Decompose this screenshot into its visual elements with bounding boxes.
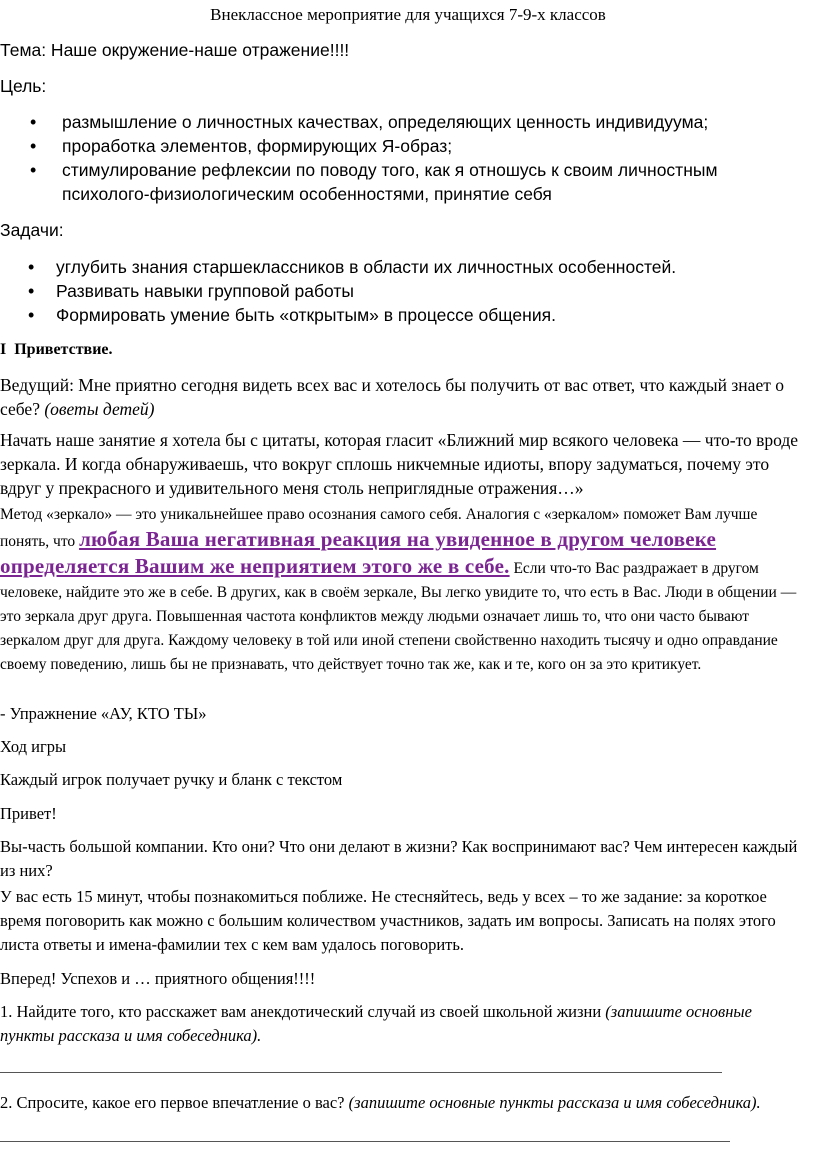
item1-note: (запишите основные пункты рассказа и имя собеседника). bbox=[0, 1002, 752, 1045]
item2-note: (запишите основные пункты рассказа и имя собеседника). bbox=[348, 1093, 761, 1112]
hello-line: Привет! bbox=[0, 804, 57, 823]
host-text: Ведущий: Мне приятно сегодня видеть всех вас и хотелось бы получить от вас ответ, что каждый знает о себе? bbox=[0, 375, 784, 419]
item1-text: 1. Найдите того, кто расскажет вам анекдотический случай из своей школьной жизни bbox=[0, 1002, 602, 1021]
tasks-list bbox=[0, 255, 790, 327]
forward-line: Вперед! Успехов и … приятного общения!!!! bbox=[0, 969, 316, 988]
mirror-highlight: любая Ваша негативная реакция на увиденное в другом человеке определяется Вашим же неприятием этого же в себе. bbox=[0, 527, 717, 578]
each-player: Каждый игрок получает ручку и бланк с текстом bbox=[0, 770, 343, 789]
goal-label: Цель: bbox=[0, 76, 47, 96]
item2-text: 2. Спросите, какое его первое впечатление о вас? bbox=[0, 1093, 345, 1112]
host-paragraph bbox=[0, 373, 800, 421]
minutes-paragraph: У вас есть 15 минут, чтобы познакомиться поближе. Не стесняйтесь, ведь у всех – то же задание: за короткое время поговорить как можно с большим количеством участников, задать им вопросы. Записать на полях этого листа ответы и имена-фамилии тех с кем вам удалось поговорить. bbox=[0, 887, 776, 954]
theme-line: Тема: Наше окружение-наше отражение!!!! bbox=[0, 40, 350, 60]
game-course: Ход игры bbox=[0, 737, 67, 756]
mirror-rest: Если что-то Вас раздражает в другом человеке, найдите это же в себе. В других, как в своём зеркале, Вы легко увидите то, что есть в Вас. Люди в общении — это зеркала друг друга. Повышенная частота конфликтов между людьми означает лишь то, что они часто бывают зеркалом друг для друга. Каждому человеку в той или иной степени свойственно находить тысячу и одно оправдание своему поведению, лишь бы не признавать, что действует точно так же, как и те, кого он за это критикует. bbox=[0, 560, 797, 673]
exercise-title: - Упражнение «АУ, КТО ТЫ» bbox=[0, 704, 207, 723]
goals-list bbox=[0, 110, 790, 206]
goal-item: • стимулирование рефлексии по поводу того, как я отношусь к своим личностным психолого-физиологическим особенностями, принятие себя bbox=[0, 158, 790, 206]
host-note: (оветы детей) bbox=[44, 399, 155, 419]
mirror-paragraph bbox=[0, 503, 800, 677]
task-item: • Развивать навыки групповой работы bbox=[0, 279, 790, 303]
goal-item: • проработка элементов, формирующих Я-образ; bbox=[0, 134, 790, 158]
section-title: Приветствие. bbox=[14, 341, 113, 358]
mirror-intro: Метод «зеркало» — это уникальнейшее право осознания самого себя. Аналогия с «зеркалом» поможет Вам лучше понять, что bbox=[0, 506, 758, 550]
company-paragraph: Вы-часть большой компании. Кто они? Что они делают в жизни? Как воспринимают вас? Чем интересен каждый из них? bbox=[0, 837, 798, 880]
task-item: • углубить знания старшеклассников в области их личностных особенностей. bbox=[0, 255, 790, 279]
quote-paragraph: Начать наше занятие я хотела бы с цитаты, которая гласит «Ближний мир всякого человека — что-то вроде зеркала. И когда обнаруживаешь, что вокруг сплошь никчемные идиоты, впору задуматься, почему это вдруг у прекрасного и удивительного меня столь неприглядные отражения…» bbox=[0, 430, 799, 498]
answer-line-1[interactable] bbox=[0, 1072, 722, 1073]
goal-item: • размышление о личностных качествах, определяющих ценность индивидуума; bbox=[0, 110, 790, 134]
task-item: • Формировать умение быть «открытым» в процессе общения. bbox=[0, 303, 790, 327]
question-item-1 bbox=[0, 1000, 800, 1048]
document-title: Внеклассное мероприятие для учащихся 7-9-х классов bbox=[210, 5, 606, 24]
section-number: I bbox=[0, 341, 7, 358]
tasks-label: Задачи: bbox=[0, 220, 64, 240]
section-heading bbox=[0, 341, 113, 359]
question-item-2 bbox=[0, 1091, 810, 1115]
answer-line-2[interactable] bbox=[0, 1141, 730, 1142]
